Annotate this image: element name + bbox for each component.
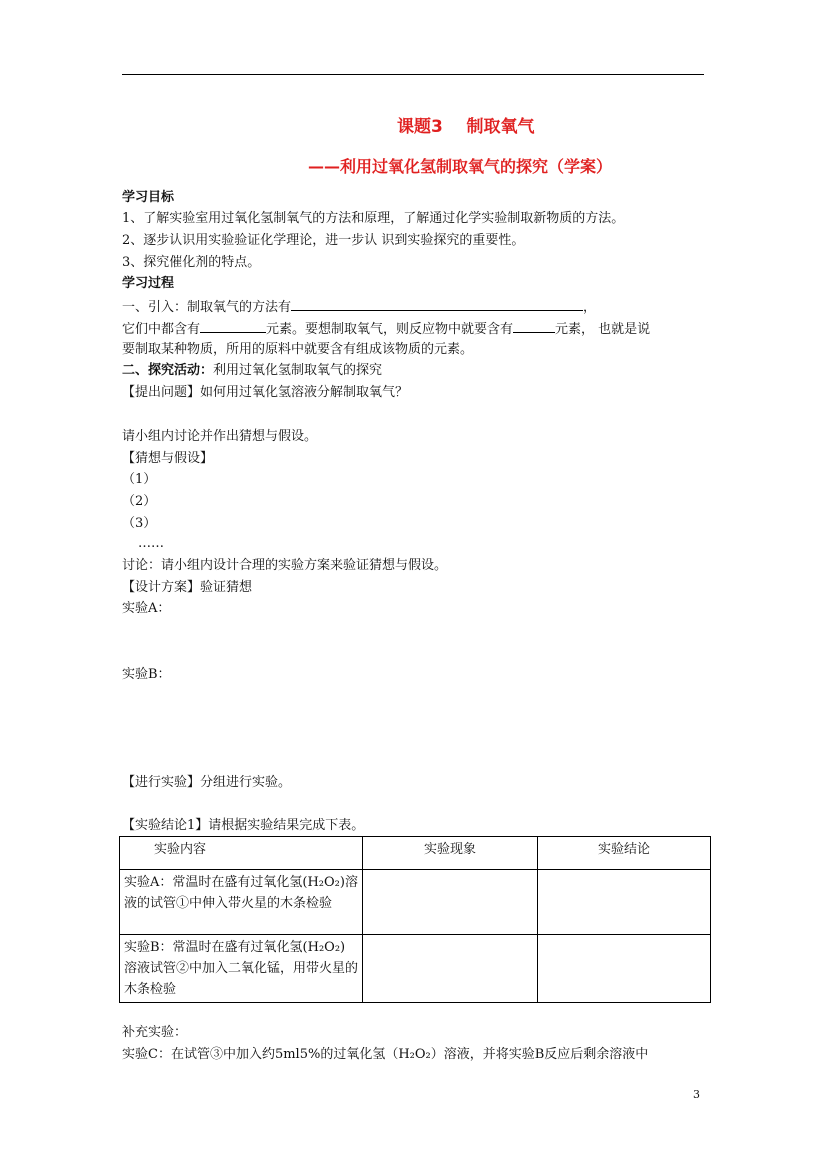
intro-line-3: 要制取某种物质，所用的原料中就要含有组成该物质的元素。 xyxy=(122,342,474,357)
goal-item: 2、逐步认识用实验验证化学理论，进一步认 识到实验探究的重要性。 xyxy=(122,233,525,248)
conduct-line: 【进行实验】分组进行实验。 xyxy=(122,775,292,790)
table-cell-phenomenon[interactable] xyxy=(363,870,538,935)
question-line: 【提出问题】如何用过氧化氢溶液分解制取氧气？ xyxy=(122,385,409,400)
table-cell-conclusion[interactable] xyxy=(538,870,711,935)
intro-text: 元素。要想制取氧气，则反应物中就要含有 xyxy=(266,322,514,337)
hypothesis-heading: 【猜想与假设】 xyxy=(122,451,214,466)
goal-item: 3、探究催化剂的特点。 xyxy=(122,255,261,270)
table-row xyxy=(120,935,711,1003)
supplement-heading: 补充实验： xyxy=(122,1025,188,1040)
goal-item: 1、了解实验室用过氧化氢制氧气的方法和原理，了解通过化学实验制取新物质的方法。 xyxy=(122,211,625,226)
page-subtitle: ——利用过氧化氢制取氧气的探究（学案） xyxy=(308,157,613,176)
hypothesis-item: （3） xyxy=(122,516,157,531)
hypothesis-item: （1） xyxy=(122,472,157,487)
discuss2-line: 讨论：请小组内设计合理的实验方案来验证猜想与假设。 xyxy=(122,558,448,573)
experiment-b-label: 实验B： xyxy=(122,667,171,682)
activity-label: 二、探究活动： xyxy=(122,363,214,378)
intro-text: 元素， 也就是说 xyxy=(555,322,651,337)
conclusion1-line: 【实验结论1】请根据实验结果完成下表。 xyxy=(122,818,365,833)
hypothesis-item: （2） xyxy=(122,494,157,509)
experiment-a-label: 实验A： xyxy=(122,601,171,616)
fill-blank[interactable] xyxy=(200,319,266,333)
intro-text: 一、引入：制取氧气的方法有 xyxy=(122,300,292,315)
activity-text: 利用过氧化氢制取氧气的探究 xyxy=(213,363,383,378)
fill-blank[interactable] xyxy=(513,319,555,333)
table-cell-conclusion[interactable] xyxy=(538,935,711,1003)
intro-end: ， xyxy=(583,300,597,315)
intro-text: 它们中都含有 xyxy=(122,322,201,337)
table-header-row xyxy=(120,837,711,870)
table-header-cell: 实验现象 xyxy=(363,837,538,870)
table-header-cell: 实验结论 xyxy=(538,837,711,870)
header-rule xyxy=(122,74,704,75)
activity-line xyxy=(122,362,382,380)
discuss-line: 请小组内讨论并作出猜想与假设。 xyxy=(122,429,318,444)
table-cell-content: 实验B：常温时在盛有过氧化氢(H₂O₂)溶液试管②中加入二氧化锰，用带火星的木条检验 xyxy=(120,935,363,1003)
table-header-cell: 实验内容 xyxy=(120,837,363,870)
intro-line-1 xyxy=(122,297,596,317)
table-cell-phenomenon[interactable] xyxy=(363,935,538,1003)
fill-blank[interactable] xyxy=(291,297,583,311)
page-number: 3 xyxy=(693,1088,700,1101)
design-line: 【设计方案】验证猜想 xyxy=(122,580,253,595)
page-title: 课题3 制取氧气 xyxy=(397,117,535,137)
table-row xyxy=(120,870,711,935)
process-heading: 学习过程 xyxy=(122,276,175,291)
supplement-text: 实验C：在试管③中加入约5ml5%的过氧化氢（H₂O₂）溶液，并将实验B反应后剩余溶液中 xyxy=(122,1047,649,1062)
goals-heading: 学习目标 xyxy=(122,190,175,205)
intro-line-2 xyxy=(122,319,650,339)
table-cell-content: 实验A：常温时在盛有过氧化氢(H₂O₂)溶液的试管①中伸入带火星的木条检验 xyxy=(120,870,363,935)
ellipsis: …… xyxy=(138,536,164,551)
results-table xyxy=(119,836,711,1003)
